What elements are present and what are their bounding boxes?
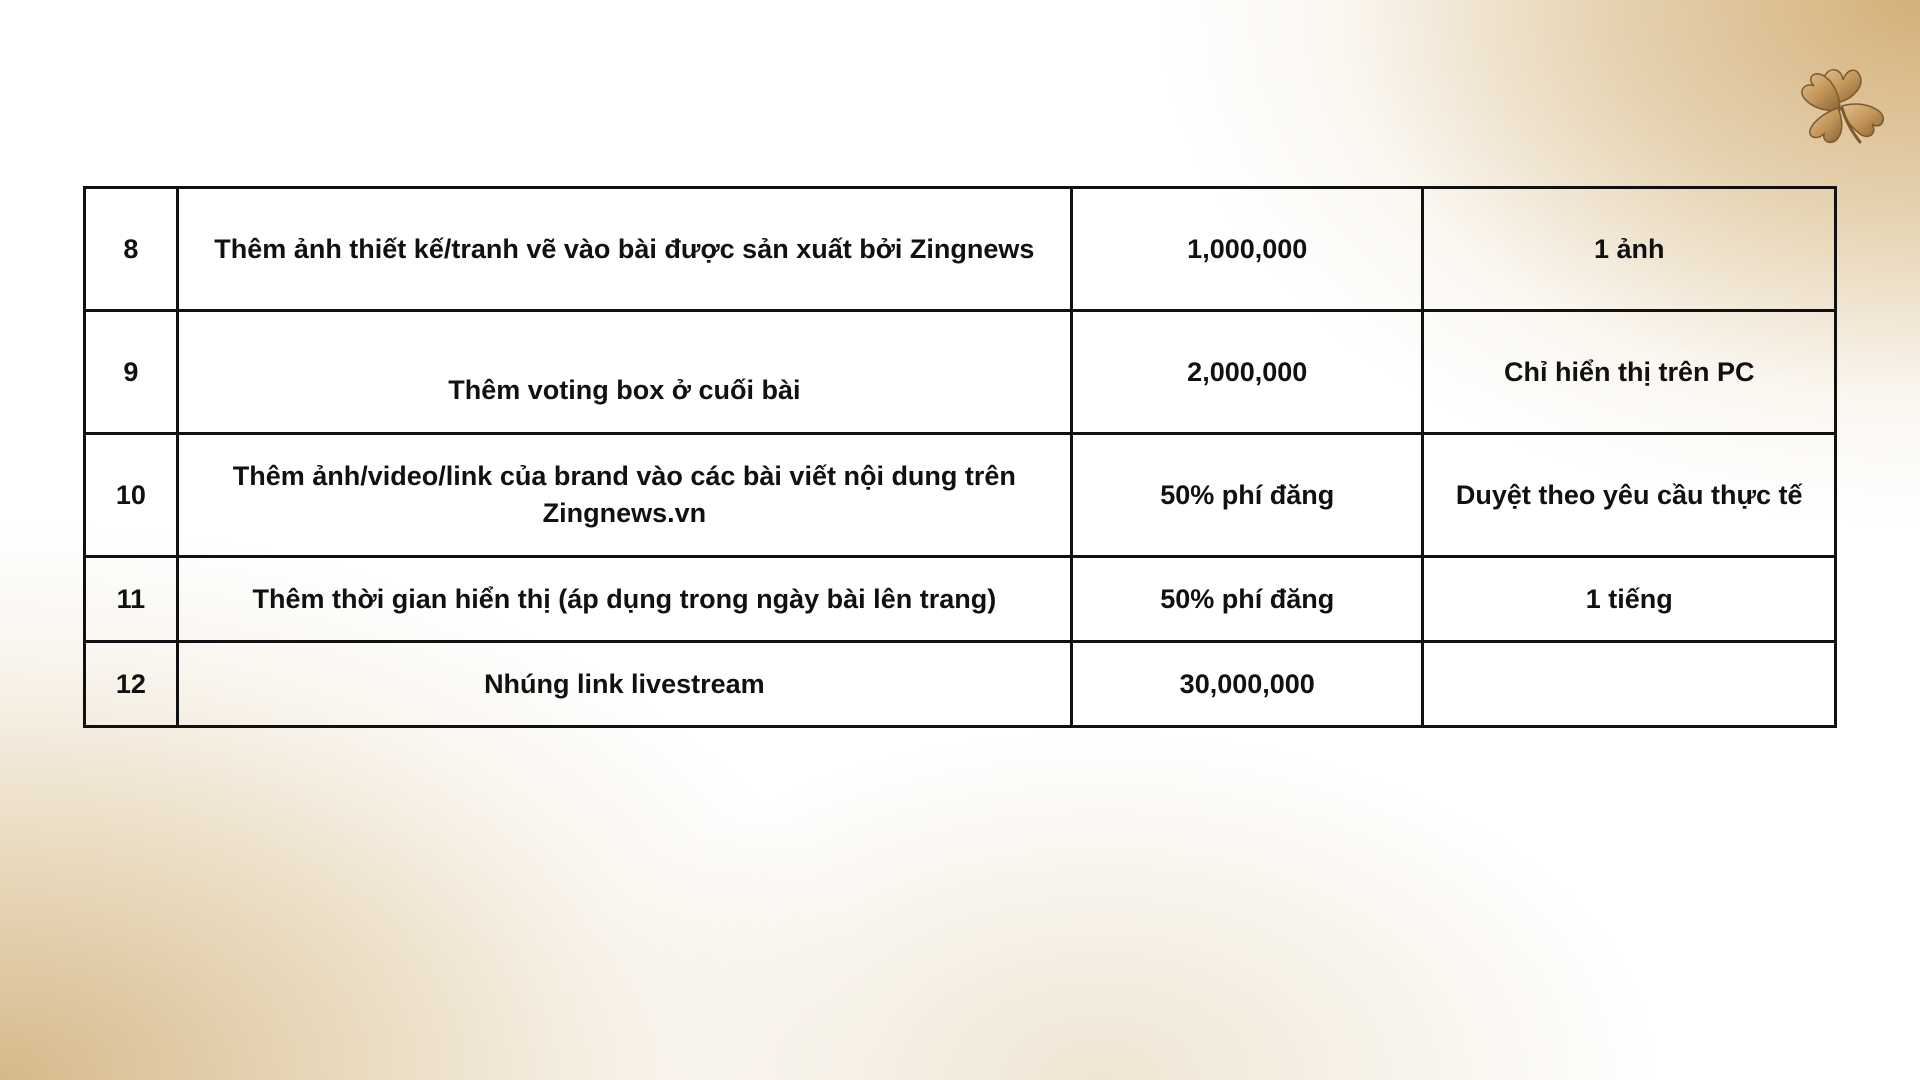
row-number: 11 — [85, 557, 178, 642]
row-number: 9 — [85, 311, 178, 434]
row-note: Duyệt theo yêu cầu thực tế — [1423, 434, 1836, 557]
row-number: 8 — [85, 188, 178, 311]
row-description: Nhúng link livestream — [177, 642, 1071, 727]
table-row — [85, 188, 1836, 311]
row-number: 12 — [85, 642, 178, 727]
row-price: 50% phí đăng — [1072, 557, 1423, 642]
row-price: 1,000,000 — [1072, 188, 1423, 311]
row-price: 50% phí đăng — [1072, 434, 1423, 557]
row-description: Thêm ảnh/video/link của brand vào các bài viết nội dung trên Zingnews.vn — [177, 434, 1071, 557]
row-description: Thêm thời gian hiển thị (áp dụng trong ngày bài lên trang) — [177, 557, 1071, 642]
row-note: 1 tiếng — [1423, 557, 1836, 642]
table-row — [85, 557, 1836, 642]
row-note — [1423, 642, 1836, 727]
table-row — [85, 642, 1836, 727]
row-price: 30,000,000 — [1072, 642, 1423, 727]
row-note: 1 ảnh — [1423, 188, 1836, 311]
table-row — [85, 311, 1836, 434]
row-note: Chỉ hiển thị trên PC — [1423, 311, 1836, 434]
pricing-table — [83, 186, 1837, 728]
table-row — [85, 434, 1836, 557]
row-number: 10 — [85, 434, 178, 557]
row-description: Thêm voting box ở cuối bài — [177, 311, 1071, 434]
clover-icon — [1796, 62, 1892, 148]
row-price: 2,000,000 — [1072, 311, 1423, 434]
row-description: Thêm ảnh thiết kế/tranh vẽ vào bài được sản xuất bởi Zingnews — [177, 188, 1071, 311]
